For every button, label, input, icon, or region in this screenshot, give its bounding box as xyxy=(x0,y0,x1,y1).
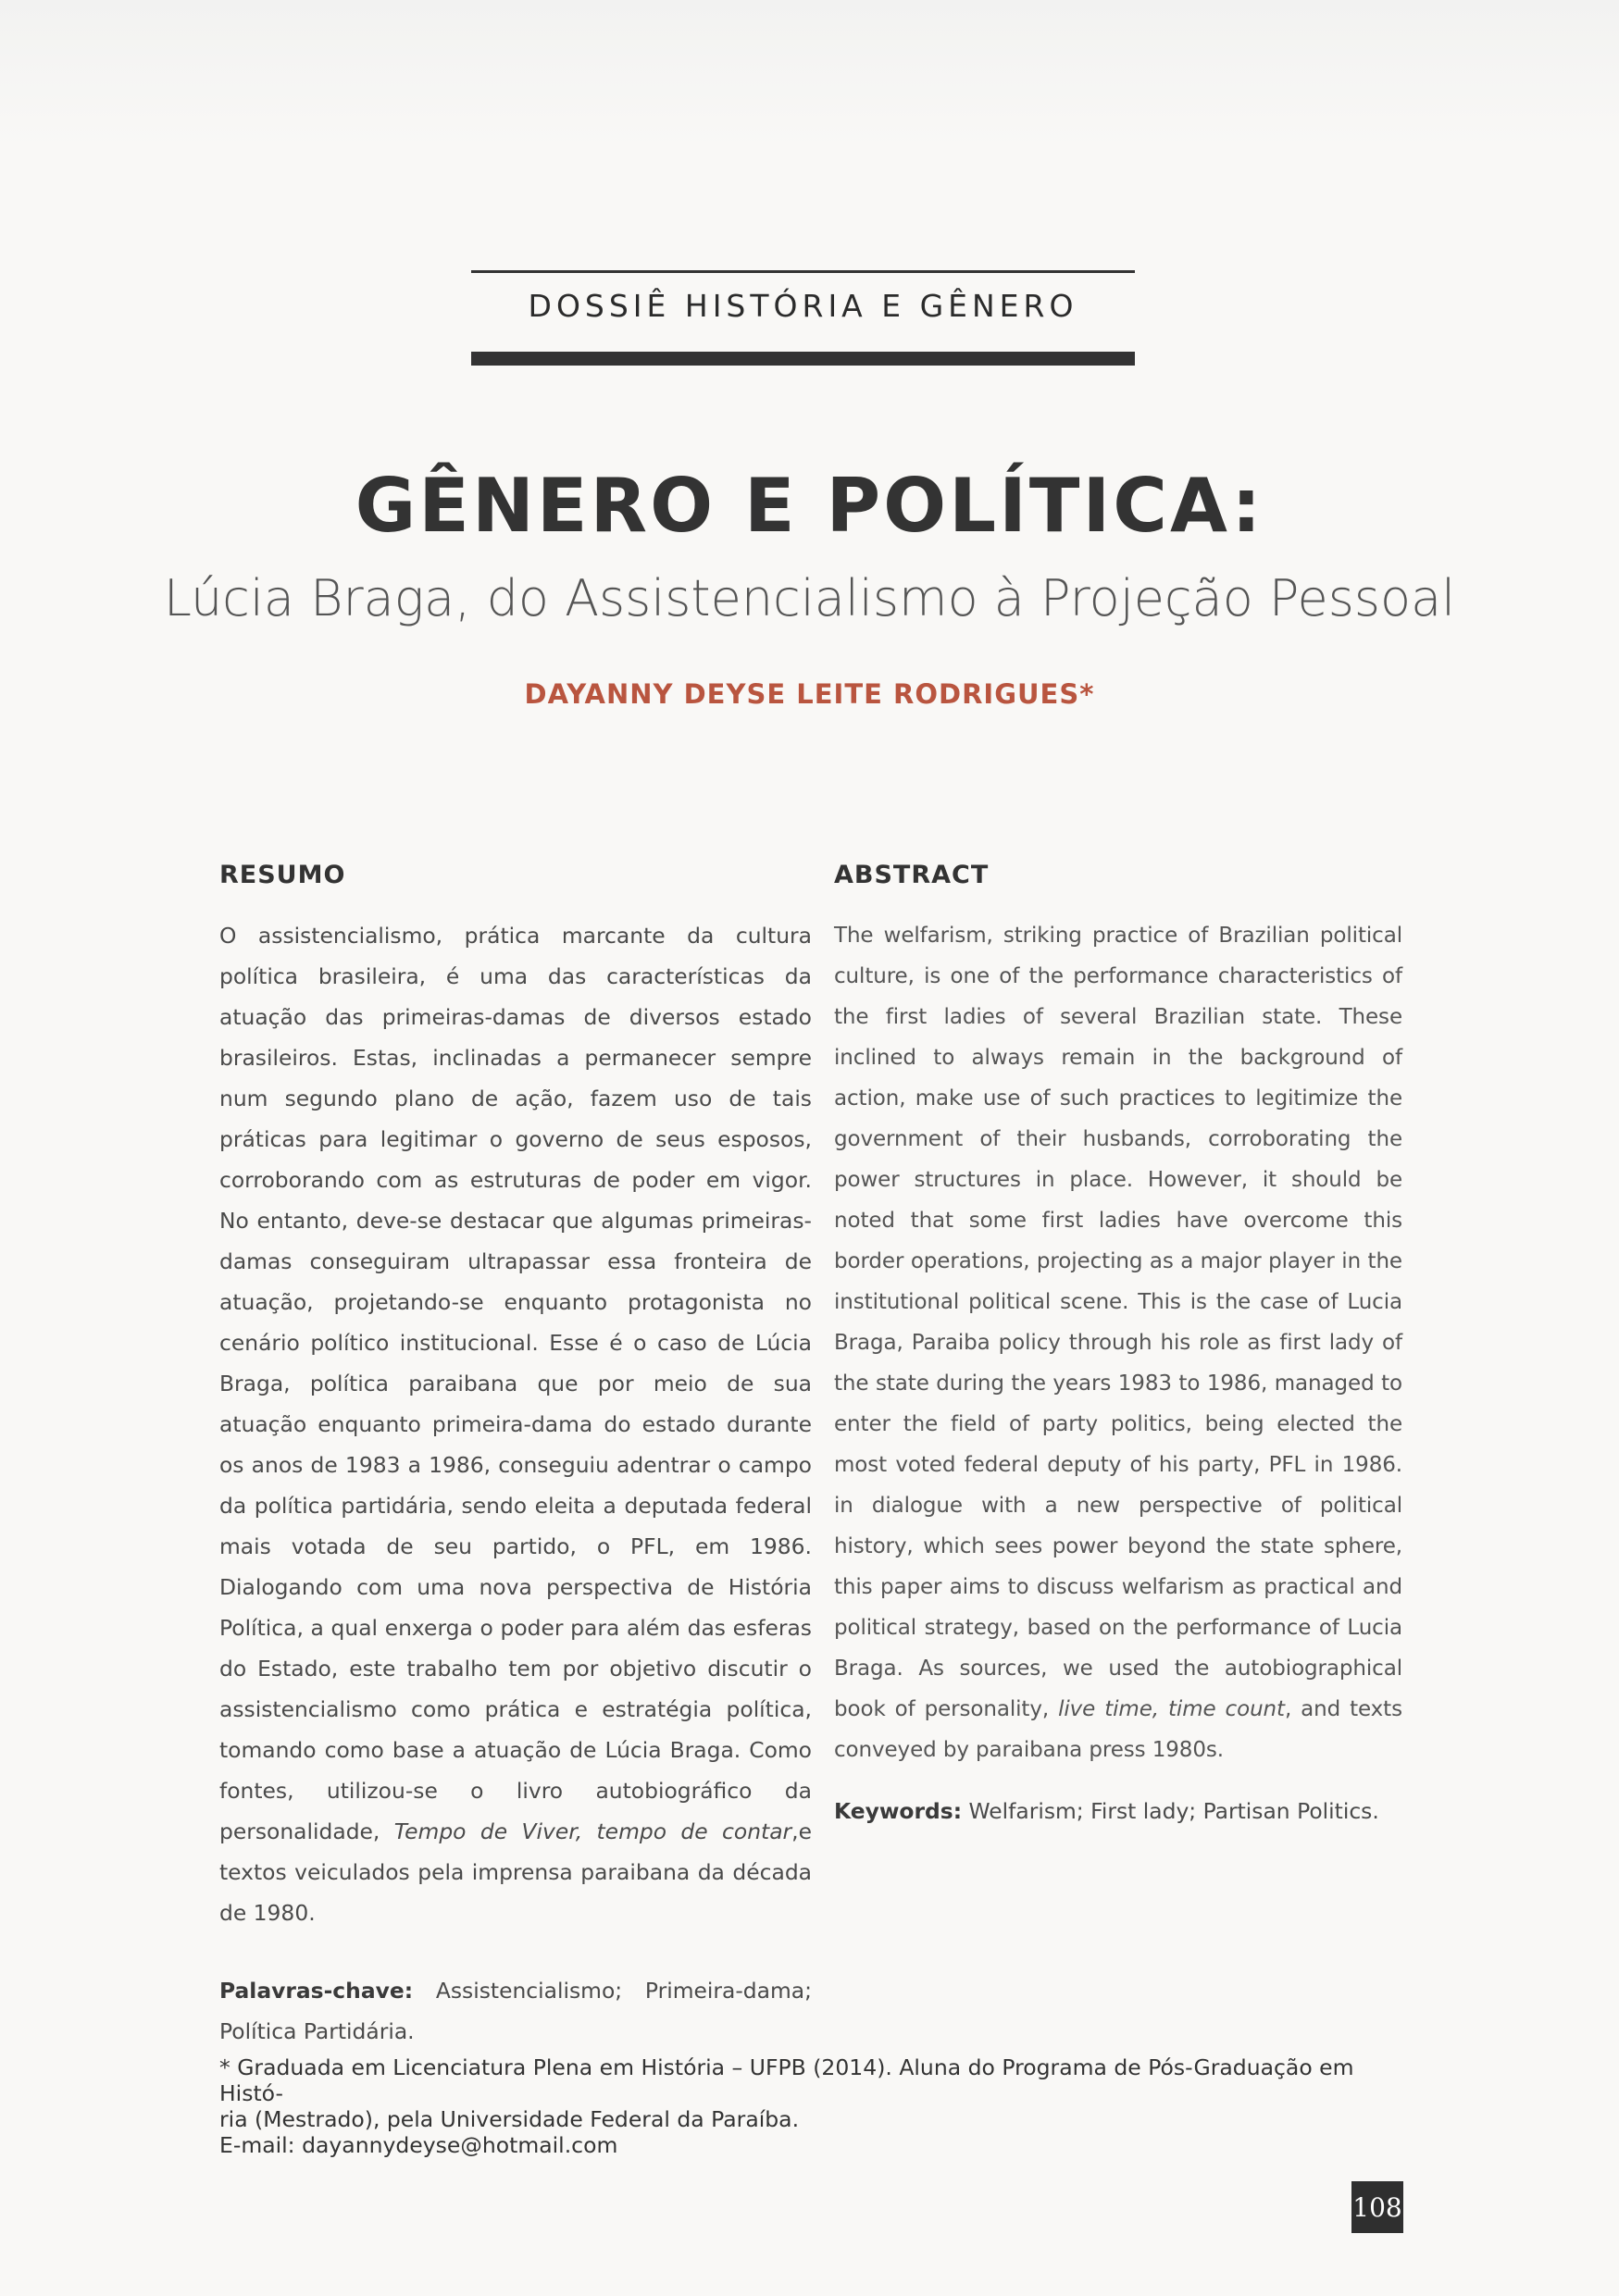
resumo-keywords-list: Assistencialismo; Primeira-dama; Política Partidária. xyxy=(219,1978,812,2044)
article-title: GÊNERO E POLÍTICA: xyxy=(355,463,1264,549)
resumo-keywords-label: Palavras-chave: xyxy=(219,1978,414,2004)
section-thick-rule xyxy=(471,352,1135,366)
section-thin-rule xyxy=(471,270,1135,273)
abstract-text-end: , and texts conveyed by paraibana press 1980s. xyxy=(834,1697,1402,1762)
abstract-heading: ABSTRACT xyxy=(834,861,990,889)
abstract-column xyxy=(834,861,1402,1831)
footnote-line-2: ria (Mestrado), pela Universidade Federal da Paraíba. xyxy=(219,2106,800,2132)
article-author: DAYANNY DEYSE LEITE RODRIGUES* xyxy=(524,678,1095,710)
resumo-text-end: ,e textos veiculados pela imprensa paraibana da década de 1980. xyxy=(219,1818,812,1926)
resumo-book-title: Tempo de Viver, tempo de contar xyxy=(393,1818,792,1844)
article-subtitle: Lúcia Braga, do Assistencialismo à Projeção Pessoal xyxy=(163,569,1456,627)
resumo-text: O assistencialismo, prática marcante da cultura política brasileira, é uma das características da atuação das primeiras-damas de diversos estado brasileiros. Estas, inclinadas a permanecer sempre num segundo plano de ação, fazem uso de tais práticas para legitimar o governo de seus esposos, corroborando com as estruturas de poder em vigor. No entanto, deve-se destacar que algumas primeiras-damas conseguiram ultrapassar essa fronteira de atuação, projetando-se enquanto protagonista no cenário político institucional. Esse é o caso de Lúcia Braga, política paraibana que por meio de sua atuação enquanto primeira-dama do estado durante os anos de 1983 a 1986, conseguiu adentrar o campo da política partidária, sendo eleita a deputada federal mais votada de seu partido, o PFL, em 1986. Dialogando com uma nova perspectiva de História Política, a qual enxerga o poder para além das esferas do Estado, este trabalho tem por objetivo discutir o assistencialismo como prática e estratégia política, tomando como base a atuação de Lúcia Braga. Como fontes, utilizou-se o livro autobiográfico da personalidade, xyxy=(219,923,812,1844)
resumo-keywords xyxy=(219,1970,812,2052)
abstract-text: The welfarism, striking practice of Brazilian political culture, is one of the performance characteristics of the first ladies of several Brazilian state. These inclined to always remain in the background of action, make use of such practices to legitimize the government of their husbands, corroborating the power structures in place. However, it should be noted that some first ladies have overcome this border operations, projecting as a major player in the institutional political scene. This is the case of Lucia Braga, Paraiba policy through his role as first lady of the state during the years 1983 to 1986, managed to enter the field of party politics, being elected the most voted federal deputy of his party, PFL in 1986. in dialogue with a new perspective of political history, which sees power beyond the state sphere, this paper aims to discuss welfarism as practical and political strategy, based on the performance of Lucia Braga. As sources, we used the autobiographical book of personality, xyxy=(834,924,1402,1721)
footnote-line-1: * Graduada em Licenciatura Plena em História – UFPB (2014). Aluna do Programa de Pós-Graduação em Histó- xyxy=(219,2054,1354,2106)
footnote-email: E-mail: dayannydeyse@hotmail.com xyxy=(219,2132,618,2158)
abstract-keywords-list: Welfarism; First lady; Partisan Politics. xyxy=(962,1798,1379,1824)
section-header xyxy=(471,270,1135,366)
resumo-column xyxy=(219,861,812,2052)
resumo-heading: RESUMO xyxy=(219,861,346,889)
abstract-keywords-label: Keywords: xyxy=(834,1798,963,1824)
section-title: DOSSIÊ HISTÓRIA E GÊNERO xyxy=(528,288,1078,324)
resumo-body xyxy=(219,915,812,1933)
abstract-body xyxy=(834,915,1402,1770)
abstract-book-title: live time, time count xyxy=(1058,1697,1285,1721)
abstract-keywords xyxy=(834,1791,1402,1831)
page-number: 108 xyxy=(1351,2181,1403,2233)
author-footnote xyxy=(219,2054,1404,2158)
